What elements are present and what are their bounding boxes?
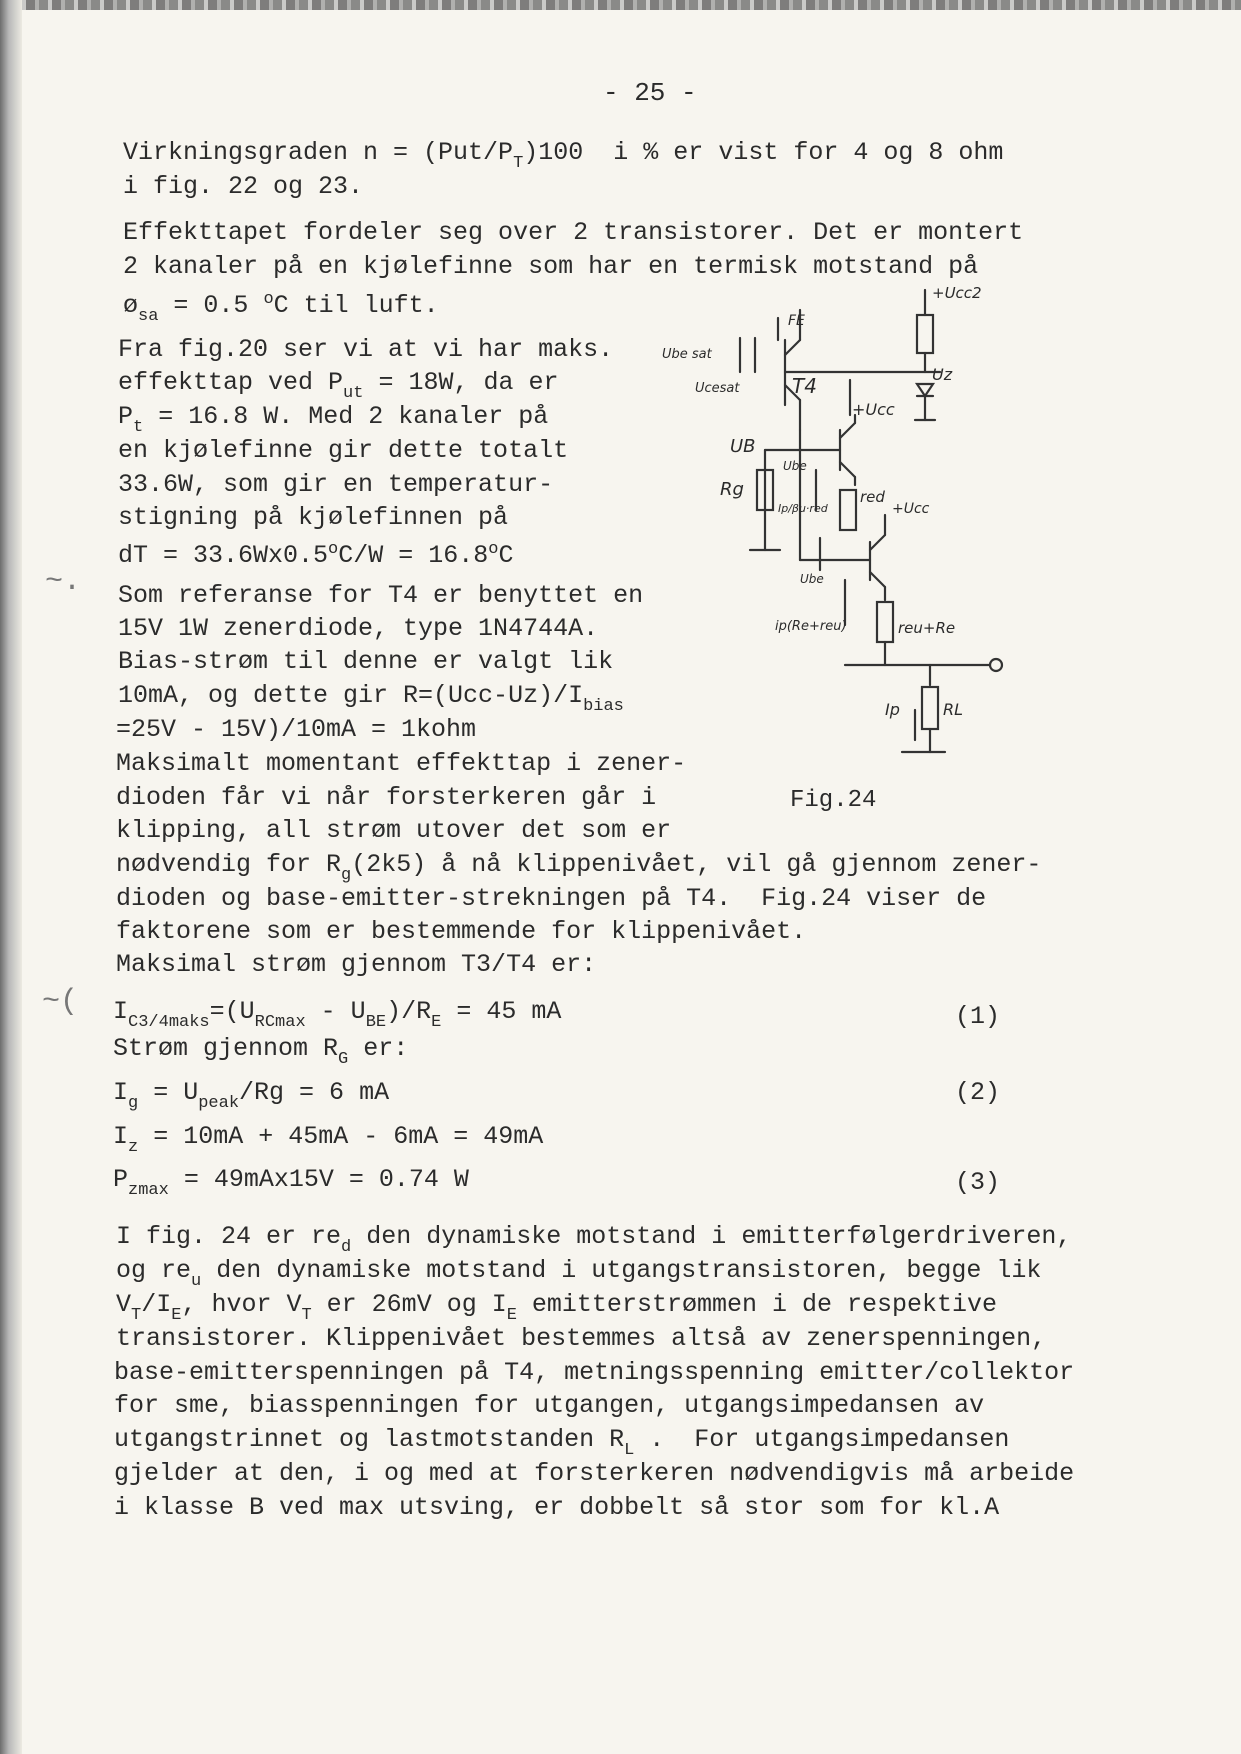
label-rg: Rg [720, 479, 744, 500]
label-uz: Uz [932, 365, 953, 384]
text-line: dioden og base-emitter-strekningen på T4. Fig.24 viser de [116, 884, 987, 913]
label-ucc2: +Ucc2 [932, 284, 982, 302]
label-ube2: Ube [800, 572, 824, 586]
text-line: Maksimalt momentant effekttap i zener- [116, 749, 687, 778]
label-ip: Ip [885, 700, 900, 719]
label-ub: UB [730, 436, 756, 457]
text-line: I fig. 24 er $re_d$ den dynamiske motstand i emitterfølgerdriveren, [116, 1222, 1072, 1257]
text-line: Strøm gjennom $R_G$ er: [113, 1034, 409, 1069]
label-ube: Ube [783, 459, 807, 473]
equation-1: $I_{C3/4maks}=(U_{RCmax} - U_{BE})/R_E = 45$ mA [113, 997, 562, 1032]
text-line: dT = $33.6Wx0.5^oC/W = 16.8^oC$ [118, 540, 514, 570]
label-ucesat: Ucesat [695, 381, 740, 396]
text-line: base-emitterspenningen på T4, metningsspenning emitter/collektor [114, 1358, 1075, 1387]
text-line: =25V - 15V)/10mA = 1kohm [116, 715, 477, 744]
text-line: $P_t = 16.8$ W. Med 2 kanaler på [118, 402, 549, 437]
text-line: faktorene som er bestemmende for klippenivået. [116, 917, 807, 946]
text-line: Virkningsgraden $n = (Put/P_T)100$ i % er vist for 4 og 8 ohm [123, 138, 1004, 173]
text-line: $ø_{sa} = 0.5$ $^o$C til luft. [123, 290, 439, 326]
text-line: nødvendig for $R_g(2k5)$ å nå klippenivået, vil gå gjennom zener- [116, 850, 1042, 885]
text-line: 33.6W, som gir en temperatur- [118, 470, 554, 499]
label-ip-re: ip(Re+reu) [775, 619, 847, 634]
label-reu-re: reu+Re [898, 619, 956, 637]
text-line: Effekttapet fordeler seg over 2 transistorer. Det er montert [123, 218, 1024, 247]
label-rl: RL [943, 700, 964, 719]
text-line: transistorer. Klippenivået bestemmes altså av zenerspenningen, [116, 1324, 1047, 1353]
equation-2: $I_g = U_{peak}/Rg = 6$ mA [113, 1078, 390, 1113]
text-line: 15V 1W zenerdiode, type 1N4744A. [118, 614, 599, 643]
text-line: $V_T/I_E$, hvor $V_T$ er 26mV og $I_E$ emitterstrømmen i de respektive [116, 1290, 997, 1325]
text-line: 2 kanaler på en kjølefinne som har en termisk motstand på [123, 252, 979, 281]
label-fe: FE [788, 313, 805, 329]
label-ucc-a: +Ucc [852, 400, 895, 419]
label-t4: T4 [792, 374, 817, 398]
label-ube-sat: Ube sat [662, 347, 712, 362]
text-line: Bias-strøm til denne er valgt lik [118, 647, 614, 676]
circuit-figure [640, 280, 1080, 780]
scan-left-edge [0, 0, 22, 1754]
text-line: gjelder at den, i og med at forsterkeren nødvendigvis må arbeide [114, 1459, 1075, 1488]
figure-caption: Fig.24 [790, 787, 877, 814]
label-ip-red: Ip/βu·red [778, 502, 828, 515]
text-line: effekttap ved $P_{ut} = 18W$, da er [118, 368, 559, 403]
text-line: 10mA, og dette gir $R=(Ucc-Uz)/I_{bias}$ [118, 681, 624, 716]
label-ucc-b: +Ucc [892, 501, 930, 517]
text-line: utgangstrinnet og lastmotstanden $R_L$ . For utgangsimpedansen [114, 1425, 1010, 1460]
equation-number: (2) [955, 1078, 1001, 1107]
text-line: en kjølefinne gir dette totalt [118, 436, 569, 465]
text-line: og $re_u$ den dynamiske motstand i utgangstransistoren, begge lik [116, 1256, 1042, 1291]
text-line: for sme, biasspenningen for utgangen, utgangsimpedansen av [114, 1391, 985, 1420]
equation-number: (1) [955, 1002, 1001, 1031]
margin-mark: ~. [45, 565, 82, 599]
margin-mark: ~( [42, 985, 79, 1019]
scan-top-edge [0, 0, 1241, 10]
text-line: Som referanse for T4 er benyttet en [118, 581, 644, 610]
label-red: red [860, 488, 885, 506]
equation-3: $P_{zmax} = 49mAx15V = 0.74$ W [113, 1165, 469, 1200]
page-number: - 25 - [603, 78, 697, 108]
equation-z: $I_z = 10mA + 45mA - 6mA = 49mA$ [113, 1122, 544, 1157]
equation-number: (3) [955, 1168, 1001, 1197]
text-line: i fig. 22 og 23. [123, 172, 364, 201]
text-line: Fra fig.20 ser vi at vi har maks. [118, 335, 614, 364]
text-line: stigning på kjølefinnen på [118, 503, 509, 532]
text-line: i klasse B ved max utsving, er dobbelt så stor som for kl.A [114, 1493, 1000, 1522]
text-line: dioden får vi når forsterkeren går i [116, 783, 657, 812]
text-line: Maksimal strøm gjennom T3/T4 er: [116, 950, 597, 979]
text-line: klipping, all strøm utover det som er [116, 816, 672, 845]
